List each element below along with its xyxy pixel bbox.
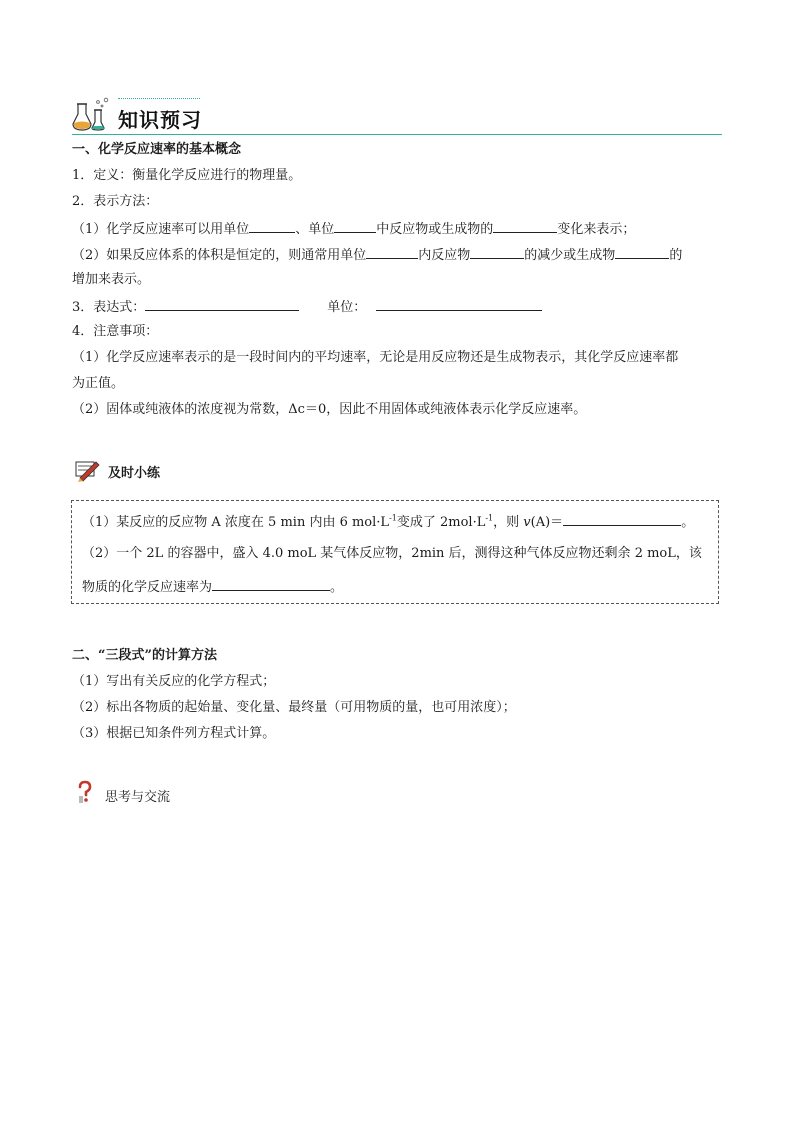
question-1 <box>82 512 694 532</box>
method-line-1 <box>72 219 635 239</box>
text: 变成了 2mol·L <box>396 515 486 530</box>
expression-line <box>72 297 542 317</box>
question-icon <box>76 780 94 804</box>
variable-v: v <box>523 515 531 530</box>
method-line-2 <box>72 245 682 265</box>
text: 内反应物 <box>418 248 471 263</box>
question-2-cont <box>82 577 343 597</box>
blank-field[interactable] <box>615 245 669 259</box>
text: (A)＝ <box>530 515 564 530</box>
text: ，则 <box>493 515 524 530</box>
text: 的 <box>669 248 683 263</box>
superscript: -1 <box>389 513 397 523</box>
notes-title: 4．注意事项： <box>72 324 159 339</box>
step-2: （2）标出各物质的起始量、变化量、最终量（可用物质的量，也可用浓度）； <box>72 700 516 715</box>
definition-line: 1．定义：衡量化学反应进行的物理量。 <box>72 168 302 183</box>
text: 的减少或生成物 <box>524 248 616 263</box>
text: （1）某反应的反应物 A 浓度在 5 min 内由 6 mol·L <box>82 515 390 530</box>
text: 、单位 <box>295 222 335 237</box>
method-title: 2．表示方法： <box>72 194 159 209</box>
header-top-rule <box>118 98 200 99</box>
note-1: （1）化学反应速率表示的是一段时间内的平均速率，无论是用反应物还是生成物表示，其化学反应速率都 <box>72 350 679 365</box>
blank-field[interactable] <box>493 219 557 233</box>
text: （2）如果反应体系的体积是恒定的，则通常用单位 <box>72 248 367 263</box>
blank-field[interactable] <box>334 219 376 233</box>
header-rule <box>72 134 722 135</box>
blank-field[interactable] <box>470 245 524 259</box>
answer-blank-2[interactable] <box>212 577 330 591</box>
step-3: （3）根据已知条件列方程式计算。 <box>72 726 276 741</box>
expression-blank[interactable] <box>145 297 299 311</box>
note-1-cont: 为正值。 <box>72 376 125 391</box>
note-2: （2）固体或纯液体的浓度视为常数，Δc＝0，因此不用固体或纯液体表示化学反应速率。 <box>72 402 587 417</box>
superscript: -1 <box>485 513 494 523</box>
text: 。 <box>681 515 695 530</box>
text: 。 <box>330 580 344 595</box>
text: 变化来表示； <box>557 222 636 237</box>
think-title: 思考与交流 <box>105 790 171 805</box>
pencil-icon <box>74 458 100 482</box>
practice-title: 及时小练 <box>108 466 161 481</box>
step-1: （1）写出有关反应的化学方程式； <box>72 674 276 689</box>
unit-blank[interactable] <box>376 297 542 311</box>
blank-field[interactable] <box>366 245 418 259</box>
answer-blank-1[interactable] <box>563 512 681 526</box>
section1-heading: 一、化学反应速率的基本概念 <box>72 142 242 157</box>
text: （1）化学反应速率可以用单位 <box>72 222 250 237</box>
question-2: （2）一个 2L 的容器中，盛入 4.0 moL 某气体反应物，2min 后，测得这种气体反应物还剩余 2 moL，该 <box>82 546 702 561</box>
page-title: 知识预习 <box>118 108 202 132</box>
flask-icon <box>70 96 114 134</box>
method-line-2-cont: 增加来表示。 <box>72 272 151 287</box>
blank-field[interactable] <box>249 219 295 233</box>
unit-label: 单位： <box>327 300 367 315</box>
expression-label: 3．表达式： <box>72 300 146 315</box>
text: 物质的化学反应速率为 <box>82 580 213 595</box>
text: 中反应物或生成物的 <box>376 222 494 237</box>
section2-heading: 二、“三段式”的计算方法 <box>72 648 217 663</box>
